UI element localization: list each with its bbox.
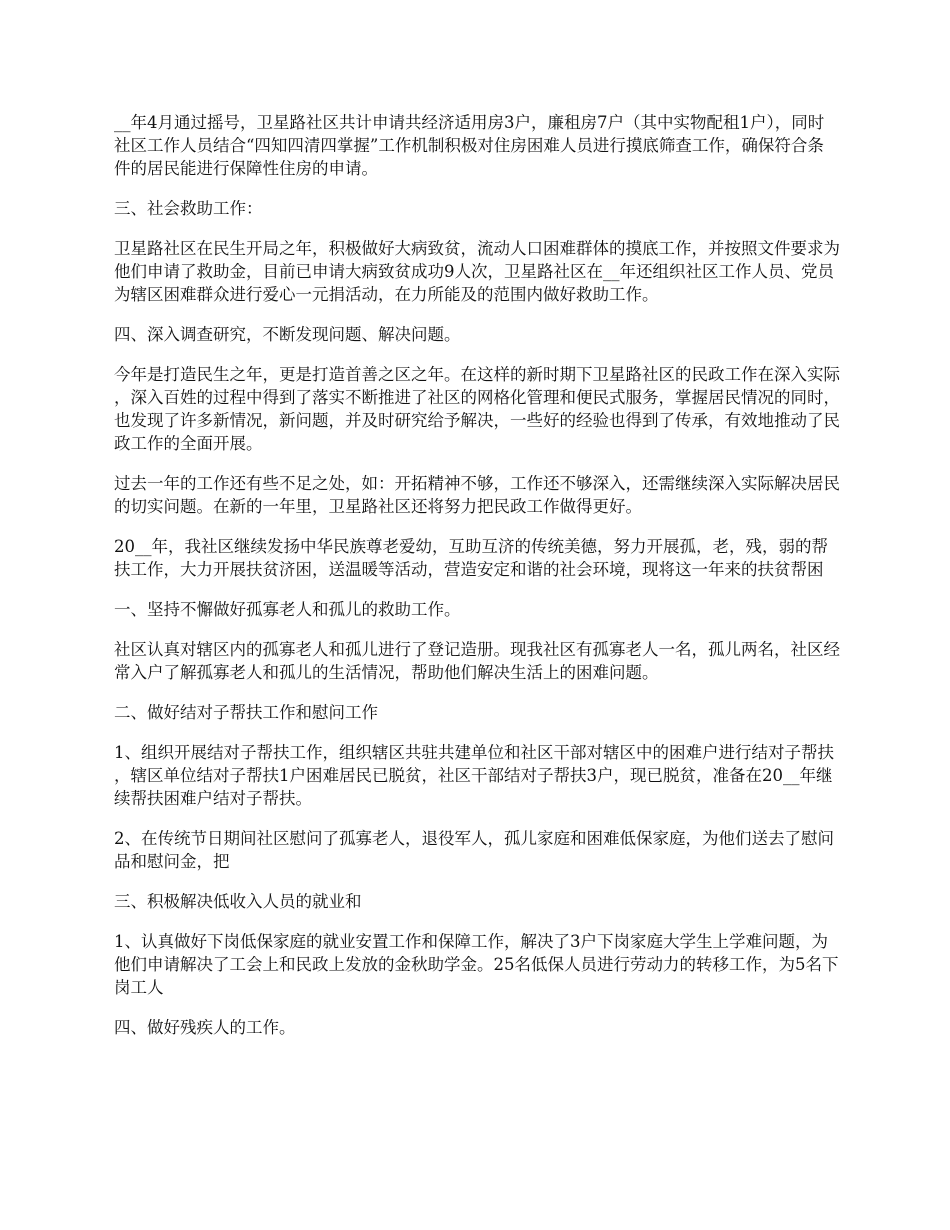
paragraph-housing: __年4月通过摇号，卫星路社区共计申请共经济适用房3户，廉租房7户（其中实物配租1户），同时社区工作人员结合“四知四清四掌握”工作机制积极对住房困难人员进行摸底筛查工作，确保符合条件的居民能进行保障性住房的申请。 xyxy=(114,113,825,178)
document-body xyxy=(114,111,840,1056)
heading-orphans-elderly: 一、坚持不懈做好孤寡老人和孤儿的救助工作。 xyxy=(114,600,461,619)
heading-social-relief: 三、社会救助工作： xyxy=(114,199,263,218)
paragraph-shortcomings: 过去一年的工作还有些不足之处，如：开拓精神不够，工作还不够深入，还需继续深入实际解决居民的切实问题。在新的一年里，卫星路社区还将努力把民政工作做得更好。 xyxy=(114,474,840,516)
paragraph-poverty-intro: 20__年，我社区继续发扬中华民族尊老爱幼，互助互济的传统美德，努力开展孤，老，残，弱的帮扶工作，大力开展扶贫济困，送温暖等活动，营造安定和谐的社会环境，现将这一年来的扶贫帮困 xyxy=(114,537,828,579)
paragraph-employment: 1、认真做好下岗低保家庭的就业安置工作和保障工作，解决了3户下岗家庭大学生上学难问题，为他们申请解决了工会上和民政上发放的金秋助学金。25名低保人员进行劳动力的转移工作，为5名下岗工人 xyxy=(114,932,839,997)
heading-research: 四、深入调查研究，不断发现问题、解决问题。 xyxy=(114,325,461,344)
heading-disabled: 四、做好残疾人的工作。 xyxy=(114,1018,296,1037)
paragraph-orphans-elderly: 社区认真对辖区内的孤寡老人和孤儿进行了登记造册。现我社区有孤寡老人一名，孤儿两名，社区经常入户了解孤寡老人和孤儿的生活情况，帮助他们解决生活上的困难问题。 xyxy=(114,640,840,682)
paragraph-pairing-aid-2: 2、在传统节日期间社区慰问了孤寡老人，退役军人，孤儿家庭和困难低保家庭，为他们送去了慰问品和慰问金，把 xyxy=(114,829,834,871)
heading-pairing-aid: 二、做好结对子帮扶工作和慰问工作 xyxy=(114,703,378,722)
heading-employment: 三、积极解决低收入人员的就业和 xyxy=(114,892,362,911)
paragraph-research: 今年是打造民生之年，更是打造首善之区之年。在这样的新时期下卫星路社区的民政工作在深入实际，深入百姓的过程中得到了落实不断推进了社区的网格化管理和便民式服务，掌握居民情况的同时，也发现了许多新情况，新问题，并及时研究给予解决，一些好的经验也得到了传承，有效地推动了民政工作的全面开展。 xyxy=(114,365,840,453)
paragraph-pairing-aid-1: 1、组织开展结对子帮扶工作，组织辖区共驻共建单位和社区干部对辖区中的困难户进行结对子帮扶，辖区单位结对子帮扶1户困难居民已脱贫，社区干部结对子帮扶3户，现已脱贫，准备在20__年继续帮扶困难户结对子帮扶。 xyxy=(114,743,834,808)
paragraph-social-relief: 卫星路社区在民生开局之年，积极做好大病致贫，流动人口困难群体的摸底工作，并按照文件要求为他们申请了救助金，目前已申请大病致贫成功9人次，卫星路社区在__年还组织社区工作人员、党员为辖区困难群众进行爱心一元捐活动，在力所能及的范围内做好救助工作。 xyxy=(114,239,840,304)
